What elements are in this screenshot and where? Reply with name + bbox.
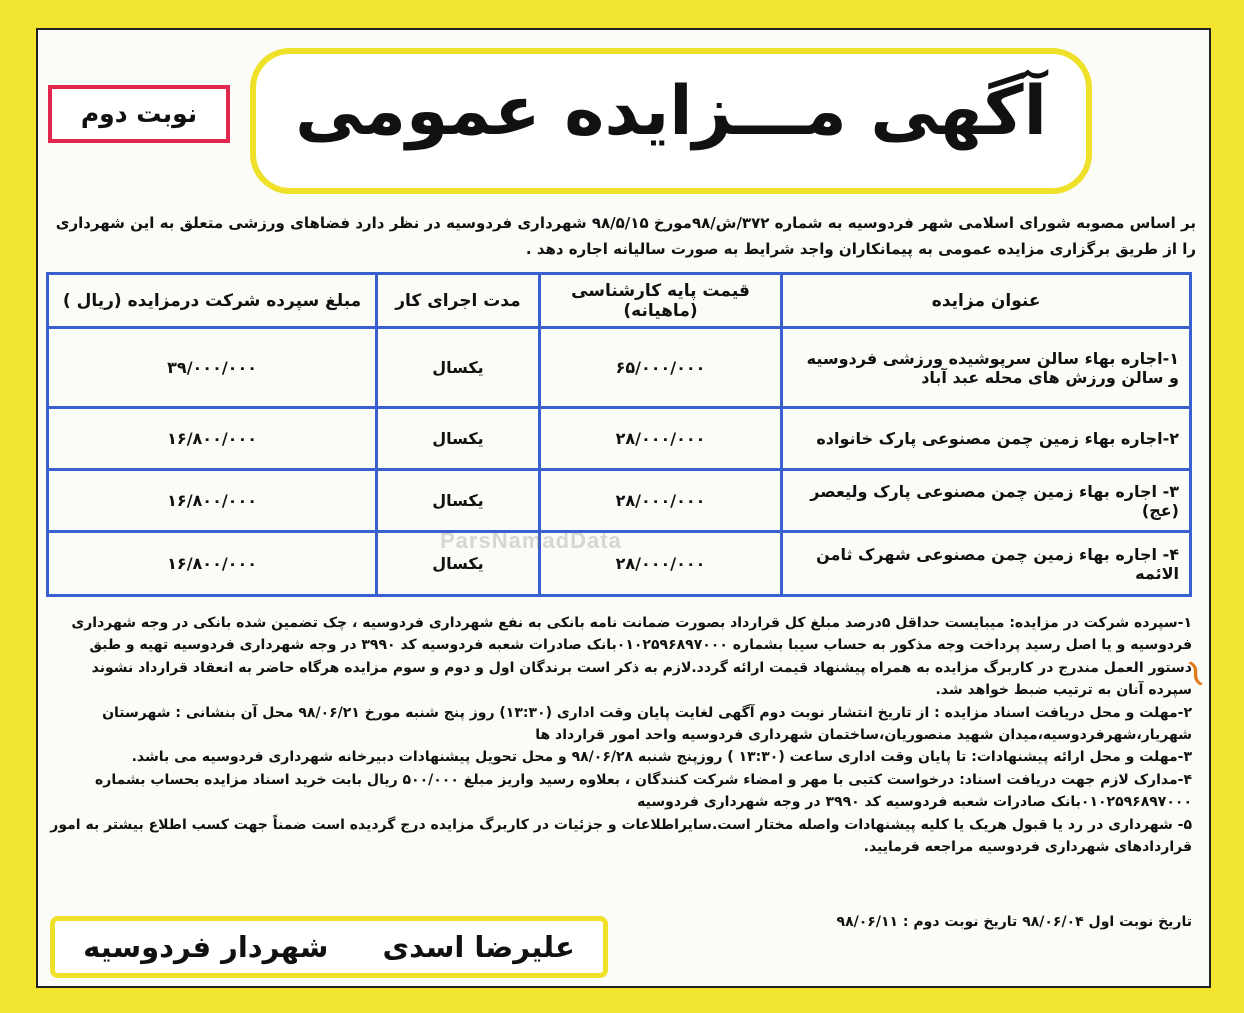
terms-section [46,612,1192,858]
signatory-role: شهردار فردوسیه [83,930,329,964]
row-duration: یکسال [377,470,540,532]
signatory-name: علیرضا اسدی [382,930,575,964]
term-text: درخواست کتبی با مهر و امضاء شرکت کنندگان ، بعلاوه رسید واریز مبلغ ۵۰۰/۰۰۰ ریال بابت خرید اسناد مزایده بحساب بشماره ۰۱۰۲۵۹۶۸۹۷۰۰۰بانک صادرات شعبه فردوسیه کد ۳۹۹۰ در وجه شهرداری فردوسیه [95,771,1192,811]
term-rights [46,814,1192,859]
table-row [48,470,1191,532]
row-duration: یکسال [377,328,540,408]
term-label: ۱-سپرده شرکت در مزایده: [1009,615,1192,631]
row-title: ۱-اجاره بهاء سالن سرپوشیده ورزشی فردوسیه و سالن ورزش های محله عبد آباد [782,328,1191,408]
notice-title: آگهی مـــزایده عمومی [295,72,1047,151]
handwritten-mark: ≀ [1180,648,1211,698]
term-text: از تاریخ انتشار نوبت دوم آگهی لغایت پایان وقت اداری (۱۳:۳۰) روز پنج شنبه مورخ ۹۸/۰۶/۲۱ محل آن بنشانی : شهرستان شهریار،شهرفردوسیه،میدان شهید منصوریان،ساختمان شهرداری فردوسیه واحد امور قرارداد ها [102,704,1192,744]
row-duration: یکسال [377,408,540,470]
edition-badge: نوبت دوم [48,85,230,143]
term-deposit [46,612,1192,702]
row-price: ۲۸/۰۰۰/۰۰۰ [539,532,781,596]
row-price: ۲۸/۰۰۰/۰۰۰ [539,470,781,532]
row-deposit: ۳۹/۰۰۰/۰۰۰ [48,328,377,408]
row-title: ۴- اجاره بهاء زمین چمن مصنوعی شهرک ثامن الائمه [782,532,1191,596]
table-row [48,408,1191,470]
row-deposit: ۱۶/۸۰۰/۰۰۰ [48,408,377,470]
term-text: میبایست حداقل ۵درصد مبلغ کل قرارداد بصورت ضمانت نامه بانکی به نفع شهرداری فردوسیه ، چک تضمین شده بانکی در وجه شهرداری فردوسیه و یا اصل رسید پرداخت وجه مذکور به حساب سیبا بشماره ۰۱۰۲۵۹۶۸۹۷۰۰۰بانک صادرات شعبه فردوسیه کد ۳۹۹۰ در وجه شهرداری فردوسیه تهیه و طبق دستور العمل مندرج در کاربرگ مزایده به همراه پیشنهاد قیمت ارائه گردد.لازم به ذکر است برندگان اول و دوم و سوم مزایده هرگاه حاضر به انعقاد قرارداد نشوند سپرده آنان به ترتیب ضبط خواهد شد. [71,615,1192,699]
signature-box [50,916,608,978]
term-proposal-deadline [46,746,1192,768]
row-deposit: ۱۶/۸۰۰/۰۰۰ [48,532,377,596]
watermark: ParsNamadData [440,528,622,553]
header-duration: مدت اجرای کار [377,274,540,328]
intro-paragraph: بر اساس مصوبه شورای اسلامی شهر فردوسیه به شماره ۳۷۲/ش/۹۸مورخ ۹۸/۵/۱۵ شهرداری فردوسیه در نظر دارد فضاهای ورزشی متعلق به این شهرداری را از طریق برگزاری مزایده عمومی به پیمانکاران واجد شرایط به صورت سالیانه اجاره دهد . [55,214,1196,258]
row-price: ۲۸/۰۰۰/۰۰۰ [539,408,781,470]
term-required-documents [46,769,1192,814]
term-label: ۳-مهلت و محل ارائه پیشنهادات: [971,749,1192,766]
table-row [48,328,1191,408]
row-price: ۶۵/۰۰۰/۰۰۰ [539,328,781,408]
term-label: ۴-مدارک لازم جهت دریافت اسناد: [959,771,1192,788]
row-title: ۳- اجاره بهاء زمین چمن مصنوعی پارک ولیعصر (عج) [782,470,1191,532]
header-deposit: مبلغ سپرده شرکت درمزایده (ریال ) [48,274,377,328]
table-header-row [48,274,1191,328]
row-duration: یکسال [377,532,540,596]
row-deposit: ۱۶/۸۰۰/۰۰۰ [48,470,377,532]
header-title: عنوان مزایده [782,274,1191,328]
title-box [250,48,1092,194]
row-title: ۲-اجاره بهاء زمین چمن مصنوعی پارک خانواده [782,408,1191,470]
term-text: تا پایان وقت اداری ساعت (۱۳:۳۰ ) روزپنج شنبه ۹۸/۰۶/۲۸ و محل تحویل پیشنهادات دبیرخانه شهرداری فردوسیه می باشد. [131,749,972,766]
header-price: قیمت پایه کارشناسی (ماهیانه) [539,274,781,328]
term-documents-deadline [46,702,1192,747]
term-text: ۵- شهرداری در رد یا قبول هریک یا کلیه پیشنهادات واصله مختار است.سایراطلاعات و جزئیات در کاربرگ مزایده درج گردیده است ضمناً جهت کسب اطلاع بیشتر به امور قراردادهای شهرداری فردوسیه مراجعه فرمایید. [50,816,1192,856]
publication-dates: تاریخ نوبت اول ۹۸/۰۶/۰۴ تاریخ نوبت دوم : ۹۸/۰۶/۱۱ [836,914,1192,930]
term-label: ۲-مهلت و محل دریافت اسناد مزایده : [934,704,1192,721]
